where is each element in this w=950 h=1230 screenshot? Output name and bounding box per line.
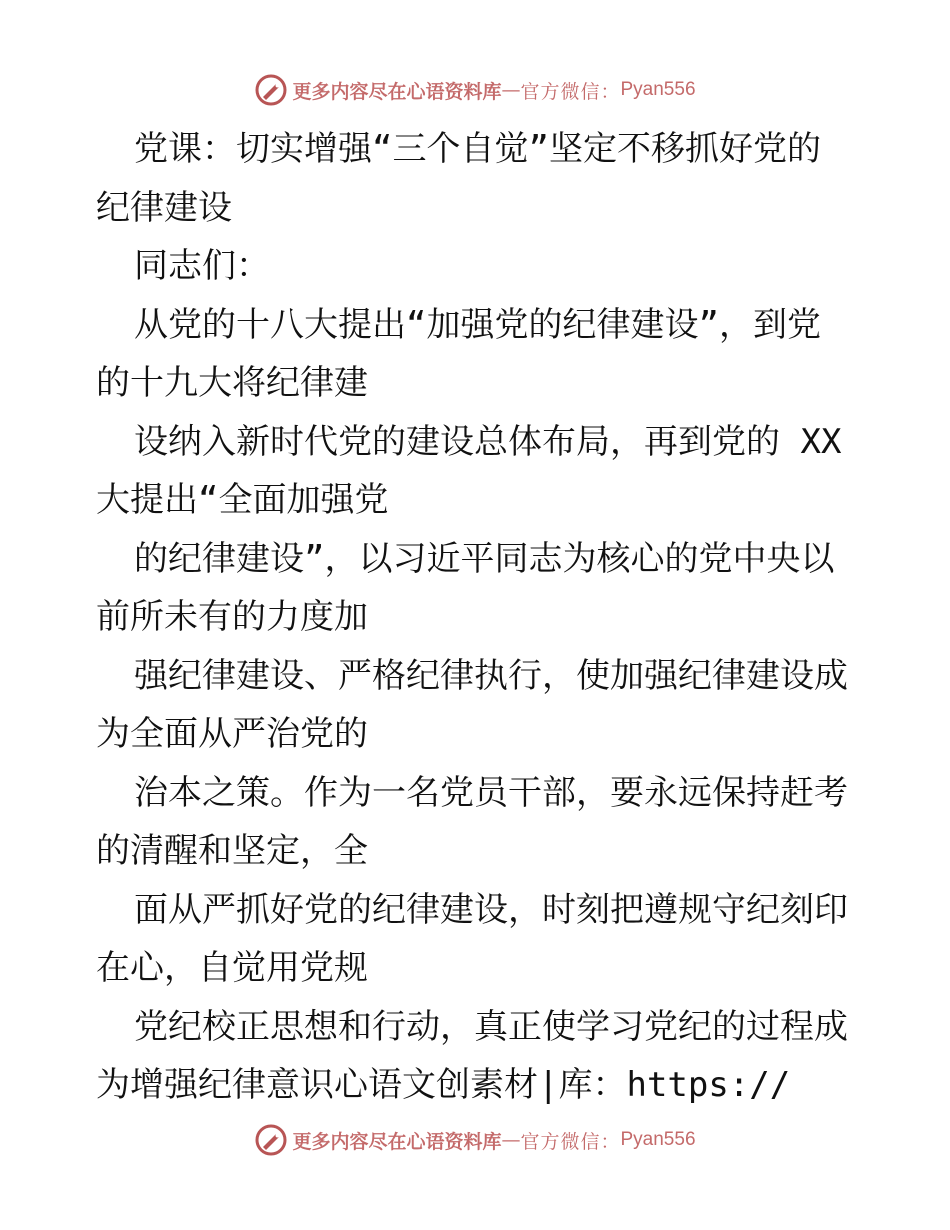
brand-logo-icon bbox=[254, 1123, 288, 1157]
document-body bbox=[96, 120, 856, 1115]
header-watermark bbox=[0, 70, 950, 110]
watermark-dash: — bbox=[501, 79, 521, 101]
document-line: 设纳入新时代党的建设总体布局，再到党的 XX bbox=[134, 421, 842, 462]
document-line: 的纪律建设”，以习近平同志为核心的党中央以 bbox=[134, 538, 835, 579]
document-line: 纪律建设 bbox=[96, 187, 232, 228]
document-line: 党纪校正思想和行动，真正使学习党纪的过程成 bbox=[134, 1006, 848, 1047]
document-line: 的清醒和坚定，全 bbox=[96, 831, 368, 871]
document-line: 大提出“全面加强党 bbox=[96, 480, 389, 520]
document-line: 面从严抓好党的纪律建设，时刻把遵规守纪刻印 bbox=[134, 889, 848, 930]
document-line: 治本之策。作为一名党员干部，要永远保持赶考 bbox=[134, 772, 848, 813]
document-line: 为增强纪律意识心语文创素材|库：https:// bbox=[96, 1065, 791, 1105]
document-line: 党课：切实增强“三个自觉”坚定不移抓好党的 bbox=[134, 129, 821, 169]
brand-logo-icon bbox=[254, 73, 288, 107]
footer-watermark bbox=[0, 1120, 950, 1160]
document-line: 从党的十八大提出“加强党的纪律建设”，到党 bbox=[134, 304, 821, 345]
document-line: 为全面从严治党的 bbox=[96, 714, 368, 754]
watermark-wechat-id: Pyan556 bbox=[620, 1129, 696, 1150]
watermark-wechat-label: 官方微信： bbox=[520, 1130, 621, 1153]
watermark-brand-text: 更多内容尽在心语资料库 bbox=[292, 1130, 502, 1153]
document-line: 前所未有的力度加 bbox=[96, 597, 368, 637]
document-line: 同志们： bbox=[134, 246, 270, 286]
watermark-dash: — bbox=[501, 1129, 521, 1151]
watermark-wechat-id: Pyan556 bbox=[620, 79, 696, 100]
document-line: 的十九大将纪律建 bbox=[96, 363, 368, 403]
watermark-brand-text: 更多内容尽在心语资料库 bbox=[292, 80, 502, 103]
watermark-wechat-label: 官方微信： bbox=[520, 80, 621, 103]
document-line: 强纪律建设、严格纪律执行，使加强纪律建设成 bbox=[134, 655, 848, 696]
document-line: 在心，自觉用党规 bbox=[96, 948, 368, 988]
